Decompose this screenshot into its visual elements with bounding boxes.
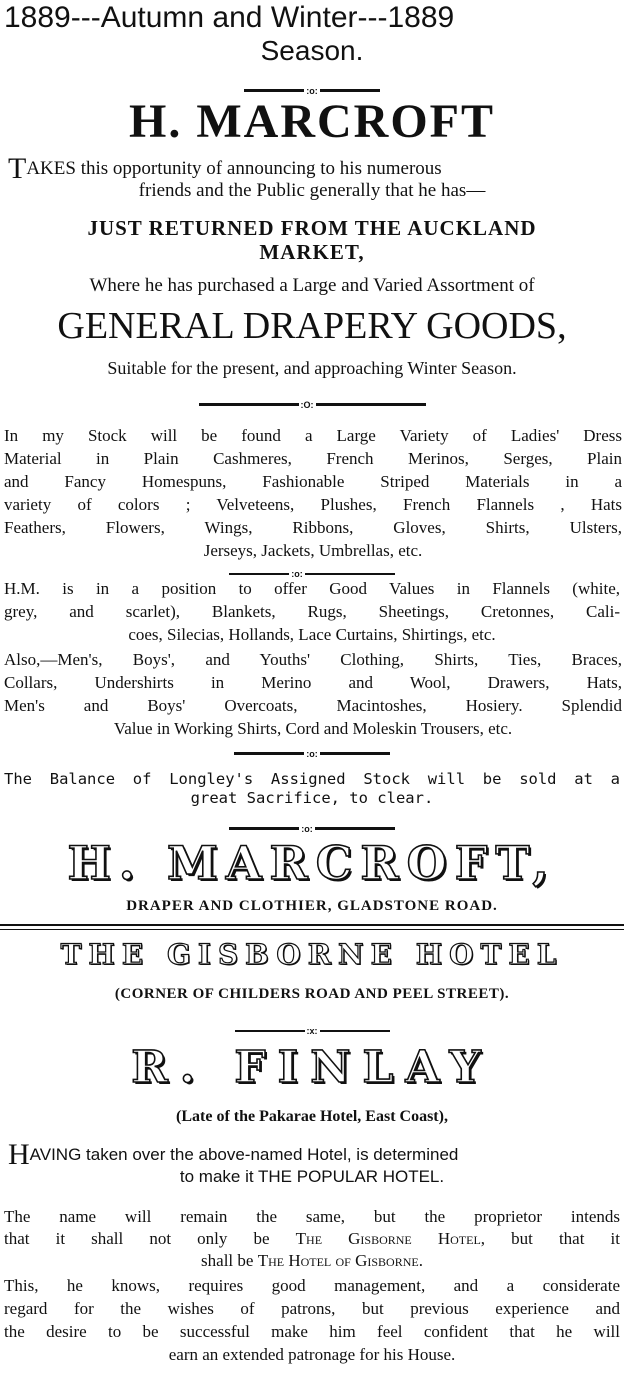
name-line-2-part-a: that it shall not only be <box>4 1229 296 1248</box>
having-line-2: to make it THE POPULAR HOTEL. <box>179 1167 445 1186</box>
just-returned-line-2: MARKET, <box>259 240 365 264</box>
ornament-separator-6: :x: <box>0 1020 624 1034</box>
mens-clothing-paragraph <box>0 648 624 740</box>
mens-line-4: Value in Working Shirts, Cord and Moleskin Trousers, etc. <box>113 719 513 738</box>
stock-line-4: variety of colors ; Velveteens, Plushes, French Flannels , Hats <box>4 495 622 514</box>
closing-line-2: regard for the wishes of patrons, but previous experience and <box>4 1299 620 1318</box>
intro-line-1: AKES this opportunity of announcing to his numerous <box>26 158 442 179</box>
section-divider-bottom <box>0 929 624 930</box>
just-returned-line-1: JUST RETURNED FROM THE AUCKLAND <box>87 216 537 240</box>
values-line-1: H.M. is in a position to offer Good Values in Flannels (white, <box>4 579 620 598</box>
season-header-line1: 1889---Autumn and Winter---1889 <box>4 1 455 34</box>
hotel-of-gisborne-small-caps: The Hotel of Gisborne <box>257 1251 419 1270</box>
signature-subtitle: DRAPER AND CLOTHIER, GLADSTONE ROAD. <box>126 898 498 914</box>
hotel-name-small-caps: The Gisborne Hotel <box>295 1229 481 1248</box>
intro-line-2: friends and the Public generally that he has— <box>138 180 486 201</box>
just-returned-heading <box>0 216 624 264</box>
closing-line-4: earn an extended patronage for his House. <box>168 1345 456 1364</box>
stock-line-5: Feathers, Flowers, Wings, Ribbons, Gloves, Shirts, Ulsters, <box>4 518 622 537</box>
closing-line-1: This, he knows, requires good management, and a considerate <box>4 1276 620 1295</box>
name-line-3-part-a: shall be <box>201 1251 258 1270</box>
proprietor-late-of: (Late of the Pakarae Hotel, East Coast), <box>176 1108 448 1125</box>
stock-line-6: Jerseys, Jackets, Umbrellas, etc. <box>203 541 423 560</box>
mens-line-1: Also,—Men's, Boys', and Youths' Clothing, Shirts, Ties, Braces, <box>4 650 622 669</box>
purchased-line: Where he has purchased a Large and Varied Assortment of <box>89 275 535 296</box>
name-line-3-part-c: . <box>418 1251 423 1270</box>
balance-line-1: The Balance of Longley's Assigned Stock will be sold at a <box>4 770 620 788</box>
general-drapery-goods-headline: GENERAL DRAPERY GOODS, <box>57 305 567 347</box>
ornament-separator-4: :o: <box>0 743 624 757</box>
balance-notice <box>0 770 624 808</box>
stock-paragraph <box>0 424 624 562</box>
signature-name-headline: H. MARCROFT, <box>67 836 557 890</box>
ornament-separator-2: :O: <box>0 394 624 408</box>
name-line-1: The name will remain the same, but the proprietor intends <box>4 1207 620 1226</box>
stock-line-2: Material in Plain Cashmeres, French Merinos, Serges, Plain <box>4 449 622 468</box>
name-line-3 <box>4 1250 620 1272</box>
season-header-line2: Season. <box>260 35 364 66</box>
mens-line-2: Collars, Undershirts in Merino and Wool, Drawers, Hats, <box>4 673 622 692</box>
dropcap-letter-t: T <box>8 152 27 185</box>
stock-line-1: In my Stock will be found a Large Variety of Ladies' Dress <box>4 426 622 445</box>
hotel-title-headline: THE GISBORNE HOTEL <box>60 938 564 971</box>
name-paragraph <box>0 1206 624 1272</box>
having-line-1: AVING taken over the above-named Hotel, is determined <box>29 1145 459 1164</box>
values-paragraph <box>0 577 624 646</box>
values-line-3: coes, Silecias, Hollands, Lace Curtains, Shirtings, etc. <box>128 625 496 644</box>
suitable-line: Suitable for the present, and approaching Winter Season. <box>107 358 517 378</box>
dropcap-letter-h: H <box>8 1138 30 1171</box>
closing-paragraph <box>0 1274 624 1366</box>
ornament-separator-5: :o: <box>0 818 624 832</box>
closing-line-3: the desire to be successful make him feel confident that he will <box>4 1322 620 1341</box>
having-paragraph <box>0 1138 624 1188</box>
ornament-separator-3: :o: <box>0 563 624 577</box>
mens-line-3: Men's and Boys' Overcoats, Macintoshes, Hosiery. Splendid <box>4 696 622 715</box>
intro-paragraph <box>0 152 624 202</box>
advertiser-name-headline: H. MARCROFT <box>129 95 495 148</box>
name-line-2-part-c: , but that it <box>480 1229 620 1248</box>
proprietor-name-headline: R. FINLAY <box>131 1042 493 1093</box>
section-divider-top <box>0 924 624 926</box>
values-line-2: grey, and scarlet), Blankets, Rugs, Sheetings, Cretonnes, Cali- <box>4 602 620 621</box>
stock-line-3: and Fancy Homespuns, Fashionable Striped Materials in a <box>4 472 622 491</box>
balance-line-2: great Sacrifice, to clear. <box>190 789 434 807</box>
ornament-separator-1: :o: <box>0 80 624 94</box>
hotel-location: (CORNER OF CHILDERS ROAD AND PEEL STREET). <box>114 986 510 1002</box>
name-line-2 <box>4 1228 620 1250</box>
